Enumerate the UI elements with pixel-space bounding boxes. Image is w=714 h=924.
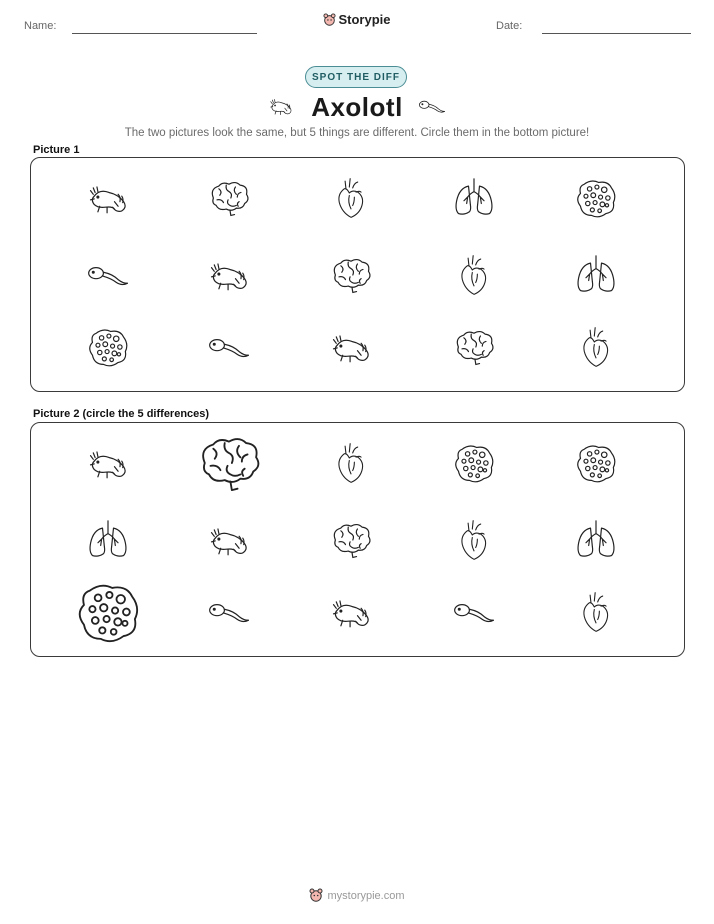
picture-1-tadpole-icon [210, 340, 249, 357]
name-field-line[interactable] [72, 33, 257, 34]
picture-2-tadpole-icon[interactable] [210, 605, 249, 622]
brand-logo [0, 12, 714, 27]
storypie-mascot-icon [323, 13, 336, 26]
picture-2-tadpole-icon[interactable] [455, 605, 494, 622]
name-label: Name: [24, 20, 57, 32]
picture-1-lungs-icon [456, 179, 492, 214]
picture-2-egg-cluster-icon[interactable] [578, 446, 615, 482]
spot-the-diff-badge: SPOT THE DIFF [305, 66, 407, 88]
picture-1-axolotl-icon [91, 187, 126, 213]
picture-1-axolotl-icon [334, 336, 369, 362]
page-title: Axolotl [311, 92, 403, 122]
picture-1-heart-icon [339, 179, 363, 218]
picture-2-heart-icon[interactable] [584, 593, 608, 632]
storypie-mascot-icon [309, 888, 323, 902]
date-field-line[interactable] [542, 33, 691, 34]
picture-2-axolotl-icon[interactable] [212, 529, 247, 555]
brand-name: Storypie [338, 12, 391, 27]
footer-url[interactable]: mystorypie.com [327, 890, 405, 902]
picture-2-brain-icon[interactable] [334, 525, 370, 558]
picture-1-egg-cluster-icon [578, 181, 615, 217]
picture-2-panel[interactable] [30, 422, 685, 657]
picture-1-panel [30, 157, 685, 392]
picture-1-tadpole-icon [89, 268, 128, 285]
picture-1-brain-icon [212, 183, 248, 216]
picture-2-grid[interactable] [31, 423, 686, 658]
picture-2-axolotl-icon[interactable] [91, 452, 126, 478]
footer [0, 888, 714, 902]
picture-1-axolotl-icon [212, 264, 247, 290]
picture-2-axolotl-icon[interactable] [334, 601, 369, 627]
picture-1-grid [31, 158, 686, 393]
picture-1-heart-icon [462, 256, 486, 295]
picture-2-lungs-icon[interactable] [578, 521, 614, 556]
picture-2-egg-cluster-icon[interactable] [80, 586, 137, 641]
picture-1-label: Picture 1 [33, 144, 80, 156]
picture-2-heart-icon[interactable] [339, 444, 363, 483]
picture-1-lungs-icon [578, 256, 614, 291]
picture-2-lungs-icon[interactable] [90, 521, 126, 556]
instructions-text: The two pictures look the same, but 5 things are different. Circle them in the bottom picture! [124, 127, 590, 139]
date-label: Date: [496, 20, 523, 32]
picture-1-brain-icon [457, 332, 493, 365]
picture-2-brain-icon[interactable] [203, 439, 258, 490]
picture-1-egg-cluster-icon [90, 330, 127, 366]
tadpole-icon [417, 95, 447, 117]
picture-1-brain-icon [334, 260, 370, 293]
picture-2-egg-cluster-icon[interactable] [456, 446, 493, 482]
picture-2-heart-icon[interactable] [462, 521, 486, 560]
picture-2-label: Picture 2 (circle the 5 differences) [33, 408, 210, 420]
picture-1-heart-icon [584, 328, 608, 367]
